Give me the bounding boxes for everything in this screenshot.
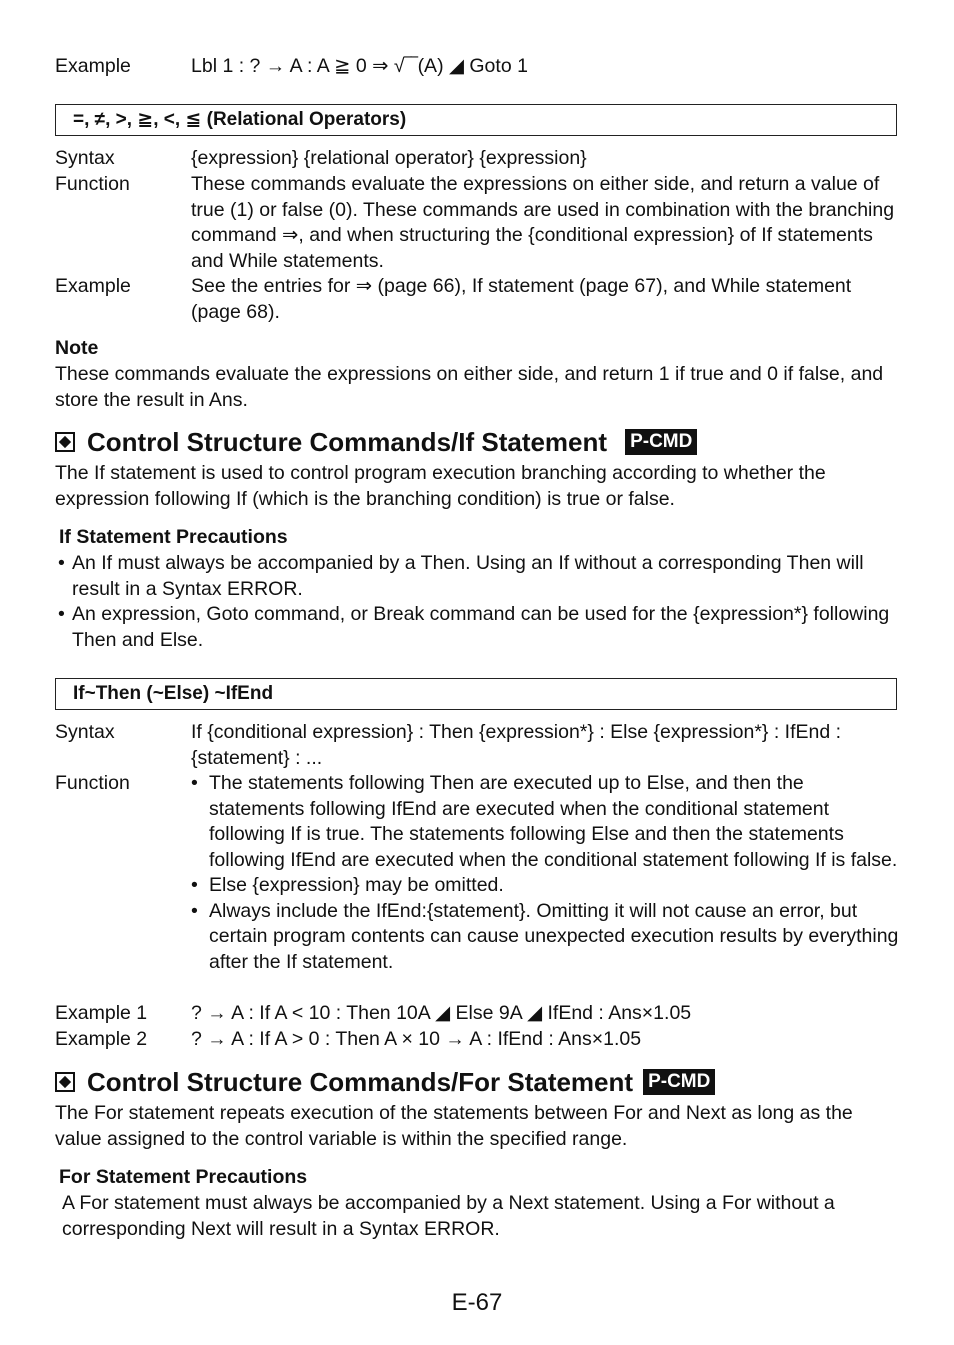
if-precaution-item: • An If must always be accompanied by a Then. Using an If without a corresponding Then will result in a Syntax ERROR. [58,551,900,602]
example-text: Lbl 1 : ? → A : A ≧ 0 ⇒ √‾‾(A) ◢ Goto 1 [191,55,528,77]
example-label: Example [55,55,131,77]
function-label: Function [55,173,130,195]
if-section-title [55,427,697,457]
for-section-title-text: Control Structure Commands/For Statement [87,1067,634,1097]
for-intro: The For statement repeats execution of the statements between For and Next as long as the value assigned to the control variable is within the specified range. [55,1102,853,1150]
syntax-label: Syntax [55,147,115,169]
section-diamond-icon [55,432,75,452]
p-cmd-badge: P-CMD [625,429,697,455]
syntax-label: Syntax [55,721,115,743]
example1-text: ? → A : If A < 10 : Then 10A ◢ Else 9A ◢ IfEnd : Ans×1.05 [191,1002,692,1024]
example1-label: Example 1 [55,1002,148,1024]
example-label: Example [55,275,131,297]
function-bullet: • Else {expression} may be omitted. [191,873,900,899]
for-section-title [55,1067,715,1097]
p-cmd-badge: P-CMD [643,1069,715,1095]
if-intro: The If statement is used to control program execution branching according to whether the expression following If (which is the branching condition) is true or false. [55,462,826,510]
section-diamond-icon [55,1072,75,1092]
example2-label: Example 2 [55,1028,148,1050]
function-text: These commands evaluate the expressions on either side, and return a value of true (1) or false (0). These commands are used in combination with the branching command ⇒, and when structuring the {conditional expression} of If statements and While statements. [191,173,895,272]
syntax-text: If {conditional expression} : Then {expression*} : Else {expression*} : IfEnd : {statement} : ... [191,721,842,769]
page-number: E-67 [451,1289,503,1316]
relational-operators-header: =, ≠, >, ≧, <, ≦ (Relational Operators) [55,104,897,136]
note-text: These commands evaluate the expressions on either side, and return 1 if true and 0 if false, and store the result in Ans. [55,363,884,411]
example-text: See the entries for ⇒ (page 66), If statement (page 67), and While statement (page 68). [191,275,852,323]
if-then-header: If~Then (~Else) ~IfEnd [55,678,897,710]
note-heading: Note [55,337,99,359]
syntax-text: {expression} {relational operator} {expression} [191,147,587,169]
if-precautions-heading: If Statement Precautions [59,526,288,548]
function-bullet: • The statements following Then are executed up to Else, and then the statements following IfEnd are executed when the conditional statement following If is true. The statements following Else and then the statements following IfEnd are executed when the conditional statement following If is false. [191,771,900,873]
function-label: Function [55,772,130,794]
for-precautions-text: A For statement must always be accompanied by a Next statement. Using a For without a corresponding Next will result in a Syntax ERROR. [62,1192,835,1240]
example2-text: ? → A : If A > 0 : Then A × 10 → A : IfEnd : Ans×1.05 [191,1028,642,1050]
function-bullets [191,771,900,975]
if-precaution-item: • An expression, Goto command, or Break command can be used for the {expression*} following Then and Else. [58,602,900,653]
for-precautions-heading: For Statement Precautions [59,1166,308,1188]
if-section-title-text: Control Structure Commands/If Statement [87,427,608,457]
function-bullet: • Always include the IfEnd:{statement}. Omitting it will not cause an error, but certain program contents can cause unexpected execution results by everything after the If statement. [191,899,900,976]
